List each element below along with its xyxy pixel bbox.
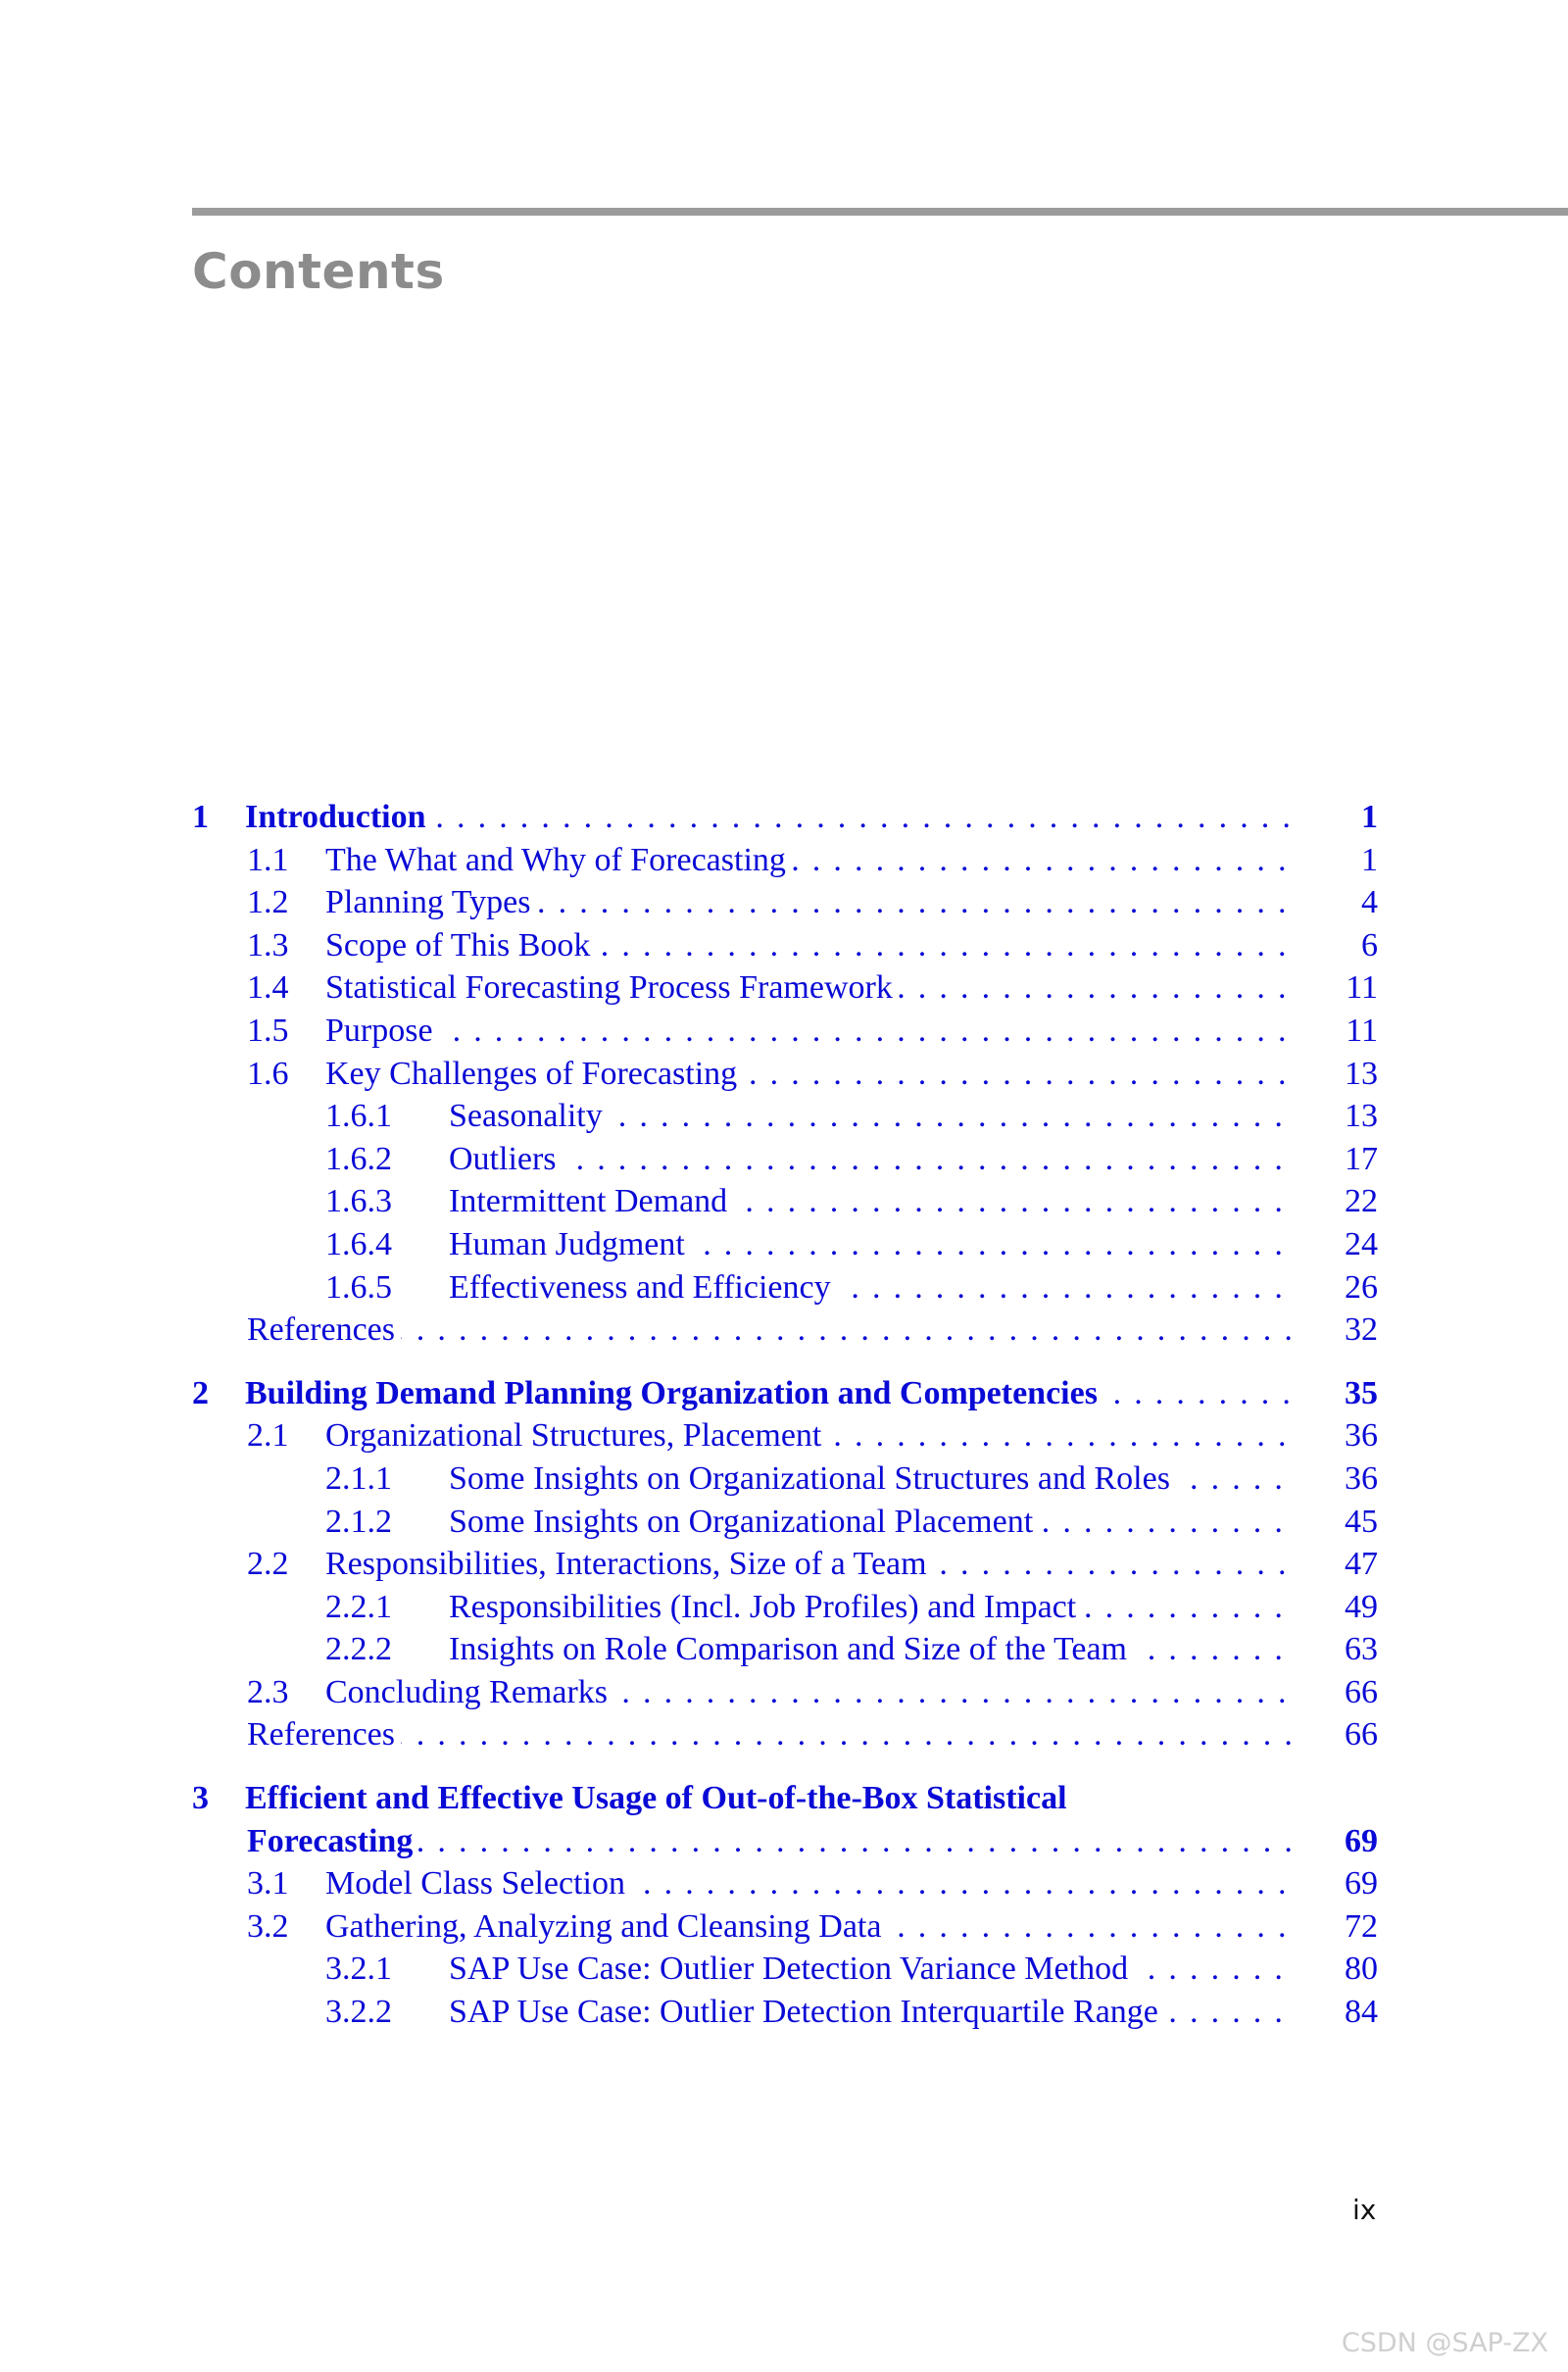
- toc-entry-page[interactable]: 72: [1345, 1907, 1378, 1945]
- toc-entry-number[interactable]: 3.1: [247, 1865, 289, 1903]
- toc-entry-title[interactable]: [449, 1223, 1292, 1266]
- toc-entry-number[interactable]: 1.6.2: [325, 1140, 392, 1177]
- toc-entry-number[interactable]: 2.1.1: [325, 1459, 392, 1497]
- toc-entry-title-text: Some Insights on Organizational Placement: [449, 1504, 1039, 1540]
- toc-entry[interactable]: [192, 1414, 1378, 1458]
- toc-entry[interactable]: [192, 1180, 1378, 1223]
- toc-entry-title-text: References: [247, 1716, 401, 1753]
- toc-entry-page[interactable]: 84: [1345, 1994, 1378, 2031]
- toc-entry-number[interactable]: 1.5: [247, 1012, 289, 1049]
- toc-entry-page[interactable]: 35: [1345, 1374, 1378, 1411]
- toc-entry[interactable]: [192, 1543, 1378, 1586]
- toc-entry-title[interactable]: [325, 1414, 1292, 1458]
- toc-entry-title-text: Some Insights on Organizational Structures and Roles: [449, 1460, 1176, 1497]
- toc-entry-title-text: Model Class Selection: [325, 1865, 631, 1902]
- toc-entry-title-text: SAP Use Case: Outlier Detection Variance Method: [449, 1951, 1134, 1987]
- toc-entry[interactable]: [192, 1010, 1378, 1053]
- toc-entry[interactable]: [192, 1138, 1378, 1181]
- toc-entry-title[interactable]: [325, 881, 1292, 924]
- toc-entry-title[interactable]: [449, 1628, 1292, 1671]
- toc-entry[interactable]: [192, 796, 1378, 839]
- page-number: ix: [1352, 2194, 1377, 2226]
- toc-entry-title-text: Planning Types: [325, 884, 537, 920]
- toc-entry-number[interactable]: 1.6.3: [325, 1183, 392, 1220]
- toc-entry-page[interactable]: 13: [1345, 1098, 1378, 1135]
- toc-entry[interactable]: [192, 1053, 1378, 1096]
- toc-entry-page[interactable]: 80: [1345, 1951, 1378, 1988]
- toc-entry-title[interactable]: [325, 1543, 1292, 1586]
- toc-entry-title[interactable]: [449, 1991, 1292, 2034]
- toc-entry-page[interactable]: 1: [1361, 841, 1378, 878]
- toc-entry-page[interactable]: 66: [1345, 1716, 1378, 1754]
- toc-entry-number[interactable]: 2.2.2: [325, 1631, 392, 1668]
- toc-entry-page[interactable]: 36: [1345, 1417, 1378, 1455]
- toc-entry-number[interactable]: 2.3: [247, 1673, 289, 1710]
- toc-entry-title-text: Human Judgment: [449, 1226, 691, 1262]
- toc-entry-number[interactable]: 1.6.1: [325, 1098, 392, 1135]
- page-title: Contents: [192, 243, 445, 300]
- toc-entry[interactable]: [192, 839, 1378, 882]
- toc-entry-page[interactable]: 49: [1345, 1588, 1378, 1625]
- toc-entry-title-text: Building Demand Planning Organization and Competencies: [245, 1375, 1103, 1411]
- toc-entry-title-text: Concluding Remarks: [325, 1674, 613, 1710]
- toc-entry[interactable]: [192, 1095, 1378, 1138]
- toc-entry-title[interactable]: [449, 1138, 1292, 1181]
- toc-entry-number[interactable]: 1: [192, 799, 209, 835]
- toc-entry-title-text: Gathering, Analyzing and Cleansing Data: [325, 1908, 887, 1945]
- toc-entry-page[interactable]: 11: [1346, 1012, 1378, 1049]
- toc-entry-title[interactable]: [325, 1671, 1292, 1714]
- toc-entry[interactable]: [192, 1777, 1378, 1820]
- toc-entry-number[interactable]: 2.1.2: [325, 1503, 392, 1540]
- toc-entry-number[interactable]: 2.2.1: [325, 1588, 392, 1625]
- toc-entry-title[interactable]: [449, 1948, 1292, 1991]
- toc-entry-page[interactable]: 22: [1345, 1183, 1378, 1220]
- toc-entry[interactable]: [192, 1862, 1378, 1905]
- toc-entry[interactable]: [192, 1309, 1378, 1352]
- toc-entry-title-text: Efficient and Effective Usage of Out-of-the-Box Statistical: [245, 1780, 1073, 1816]
- toc-entry-number[interactable]: 1.2: [247, 884, 289, 921]
- toc-entry[interactable]: [192, 1905, 1378, 1949]
- toc-entry-title[interactable]: [449, 1458, 1292, 1501]
- toc-entry-title-text: Statistical Forecasting Process Framework: [325, 969, 899, 1006]
- toc-entry-title-text: Seasonality: [449, 1098, 609, 1134]
- toc-entry-title-text: Responsibilities, Interactions, Size of a Team: [325, 1546, 933, 1582]
- toc-entry-title-text: Scope of This Book: [325, 927, 596, 964]
- toc-entry-title[interactable]: [247, 1309, 1292, 1352]
- toc-entry-page[interactable]: 69: [1345, 1865, 1378, 1903]
- toc-entry-title[interactable]: [325, 1053, 1292, 1096]
- toc-entry-number[interactable]: 2.2: [247, 1546, 289, 1583]
- toc-entry-title-text: Outliers: [449, 1141, 563, 1177]
- toc-entry-page[interactable]: 66: [1345, 1673, 1378, 1710]
- toc-entry-title[interactable]: [325, 924, 1292, 967]
- toc-entry-title[interactable]: [325, 966, 1292, 1010]
- toc-entry-number[interactable]: 2.1: [247, 1417, 289, 1455]
- toc-entry[interactable]: [192, 1671, 1378, 1714]
- toc-entry-number[interactable]: 1.6: [247, 1055, 289, 1092]
- toc-entry-title[interactable]: [247, 1713, 1292, 1756]
- toc-entry[interactable]: [192, 1372, 1378, 1415]
- toc-entry-title-text: Organizational Structures, Placement: [325, 1417, 827, 1454]
- toc-entry[interactable]: [192, 924, 1378, 967]
- table-of-contents: [192, 796, 1378, 2034]
- toc-entry-title-text: Introduction: [245, 799, 432, 835]
- toc-entry-title-text: References: [247, 1311, 401, 1348]
- toc-entry-number[interactable]: 3.2.2: [325, 1994, 392, 2031]
- toc-entry-page[interactable]: 1: [1361, 799, 1378, 835]
- toc-entry-page[interactable]: 11: [1346, 969, 1378, 1007]
- toc-entry-page[interactable]: 6: [1361, 926, 1378, 964]
- toc-entry-number[interactable]: 2: [192, 1374, 209, 1411]
- toc-entry-page[interactable]: 13: [1345, 1055, 1378, 1092]
- toc-entry[interactable]: [192, 1820, 1378, 1863]
- toc-entry-page[interactable]: 47: [1345, 1546, 1378, 1583]
- toc-entry-number[interactable]: 1.3: [247, 926, 289, 964]
- toc-entry-title[interactable]: [449, 1586, 1292, 1629]
- toc-entry-title[interactable]: [449, 1180, 1292, 1223]
- toc-entry[interactable]: [192, 1713, 1378, 1756]
- toc-entry-title[interactable]: [247, 1820, 1292, 1863]
- toc-entry-title-text: SAP Use Case: Outlier Detection Interquartile Range: [449, 1994, 1164, 2030]
- top-rule: [192, 208, 1568, 216]
- toc-entry-title[interactable]: [325, 1905, 1292, 1949]
- toc-entry[interactable]: [192, 1458, 1378, 1501]
- toc-entry-number[interactable]: 3.2: [247, 1907, 289, 1945]
- toc-entry-number[interactable]: 1.4: [247, 969, 289, 1007]
- toc-entry[interactable]: [192, 1223, 1378, 1266]
- toc-entry-title[interactable]: [245, 796, 1292, 839]
- toc-entry-title-text: Purpose: [325, 1013, 439, 1049]
- toc-entry-page[interactable]: 26: [1345, 1268, 1378, 1306]
- toc-entry-title[interactable]: [245, 1777, 1292, 1820]
- toc-entry-title-text: Effectiveness and Efficiency: [449, 1269, 837, 1306]
- toc-entry[interactable]: [192, 966, 1378, 1010]
- toc-entry-title-text: Responsibilities (Incl. Job Profiles) and Impact: [449, 1589, 1082, 1625]
- toc-entry-title-text: Insights on Role Comparison and Size of the Team: [449, 1631, 1133, 1667]
- toc-entry-title[interactable]: [449, 1501, 1292, 1544]
- toc-entry-number[interactable]: 3: [192, 1780, 209, 1817]
- toc-entry[interactable]: [192, 1501, 1378, 1544]
- toc-entry-page[interactable]: 36: [1345, 1459, 1378, 1497]
- toc-entry-number[interactable]: 3.2.1: [325, 1951, 392, 1988]
- toc-entry-title-text: Intermittent Demand: [449, 1183, 733, 1219]
- toc-entry-page[interactable]: 17: [1345, 1140, 1378, 1177]
- toc-entry-page[interactable]: 24: [1345, 1225, 1378, 1262]
- toc-entry-title[interactable]: [325, 1862, 1292, 1905]
- toc-entry-title[interactable]: [449, 1266, 1292, 1310]
- toc-entry-page[interactable]: 4: [1361, 884, 1378, 921]
- toc-entry-page[interactable]: 45: [1345, 1503, 1378, 1540]
- watermark: CSDN @SAP-ZX: [1341, 2328, 1548, 2358]
- toc-entry-page[interactable]: 32: [1345, 1311, 1378, 1349]
- toc-entry-page[interactable]: 69: [1345, 1822, 1378, 1859]
- toc-entry-title-text: Key Challenges of Forecasting: [325, 1056, 743, 1092]
- toc-entry[interactable]: [192, 1948, 1378, 1991]
- toc-entry[interactable]: [192, 1991, 1378, 2034]
- toc-entry-title[interactable]: [325, 839, 1292, 882]
- toc-entry-title-text: Forecasting: [247, 1823, 418, 1859]
- toc-entry-title[interactable]: [449, 1095, 1292, 1138]
- toc-entry-title-text: The What and Why of Forecasting: [325, 842, 792, 878]
- toc-entry-title[interactable]: [245, 1372, 1292, 1415]
- toc-entry[interactable]: [192, 1628, 1378, 1671]
- toc-entry[interactable]: [192, 881, 1378, 924]
- toc-entry-number[interactable]: 1.6.4: [325, 1225, 392, 1262]
- toc-entry[interactable]: [192, 1586, 1378, 1629]
- toc-entry-number[interactable]: 1.6.5: [325, 1268, 392, 1306]
- toc-entry[interactable]: [192, 1266, 1378, 1310]
- toc-entry-page[interactable]: 63: [1345, 1631, 1378, 1668]
- toc-entry-number[interactable]: 1.1: [247, 841, 289, 878]
- toc-entry-title[interactable]: [325, 1010, 1292, 1053]
